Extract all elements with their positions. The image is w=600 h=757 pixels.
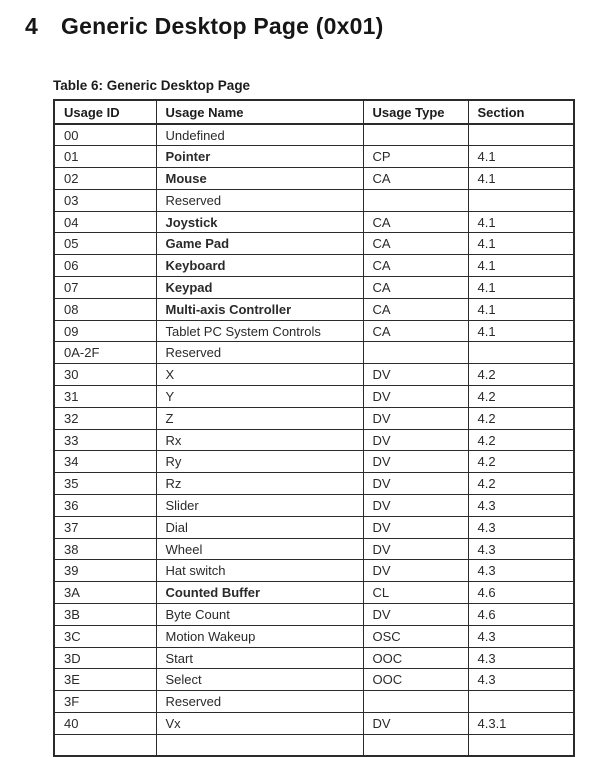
table-row — [54, 298, 574, 320]
cell-usage-type: CA — [363, 211, 468, 233]
cell-usage-name: Reserved — [156, 342, 363, 364]
table-row — [54, 560, 574, 582]
column-header-usage-type: Usage Type — [363, 100, 468, 124]
table-row — [54, 255, 574, 277]
table-row — [54, 582, 574, 604]
cell-empty — [468, 734, 574, 756]
table-row — [54, 604, 574, 626]
table-row — [54, 669, 574, 691]
cell-usage-name: Tablet PC System Controls — [156, 320, 363, 342]
cell-section: 4.1 — [468, 277, 574, 299]
cell-usage-id: 3C — [54, 625, 156, 647]
cell-usage-name: Start — [156, 647, 363, 669]
cell-usage-type: CA — [363, 320, 468, 342]
cell-section: 4.3 — [468, 647, 574, 669]
cell-usage-id: 36 — [54, 495, 156, 517]
cell-usage-name: Slider — [156, 495, 363, 517]
cell-usage-type: DV — [363, 429, 468, 451]
cell-section: 4.1 — [468, 298, 574, 320]
cell-section: 4.1 — [468, 255, 574, 277]
cell-section: 4.3.1 — [468, 713, 574, 735]
cell-section: 4.2 — [468, 364, 574, 386]
cell-usage-name: Counted Buffer — [156, 582, 363, 604]
cell-usage-name: Wheel — [156, 538, 363, 560]
cell-usage-name: Joystick — [156, 211, 363, 233]
cell-usage-id: 08 — [54, 298, 156, 320]
cell-usage-id: 01 — [54, 146, 156, 168]
table-row — [54, 473, 574, 495]
cell-usage-type — [363, 189, 468, 211]
table-row — [54, 168, 574, 190]
cell-usage-name: Z — [156, 407, 363, 429]
cell-usage-type: CA — [363, 233, 468, 255]
cell-section: 4.1 — [468, 233, 574, 255]
cell-usage-name: Y — [156, 386, 363, 408]
cell-usage-id: 3B — [54, 604, 156, 626]
cell-usage-type — [363, 342, 468, 364]
section-heading — [25, 13, 600, 40]
cell-usage-id: 33 — [54, 429, 156, 451]
usage-table — [53, 99, 575, 757]
cell-empty — [363, 734, 468, 756]
cell-usage-id: 03 — [54, 189, 156, 211]
cell-usage-id: 3A — [54, 582, 156, 604]
cell-section: 4.3 — [468, 538, 574, 560]
cell-usage-name: Keypad — [156, 277, 363, 299]
cell-usage-id: 35 — [54, 473, 156, 495]
cell-usage-type: DV — [363, 560, 468, 582]
cell-section: 4.1 — [468, 168, 574, 190]
cell-usage-type: CA — [363, 277, 468, 299]
cell-usage-id: 32 — [54, 407, 156, 429]
section-number: 4 — [25, 13, 38, 39]
cell-usage-type: CP — [363, 146, 468, 168]
cell-section: 4.3 — [468, 516, 574, 538]
cell-usage-id: 05 — [54, 233, 156, 255]
cell-section: 4.1 — [468, 146, 574, 168]
table-row — [54, 516, 574, 538]
cell-usage-type: CA — [363, 168, 468, 190]
cell-section: 4.3 — [468, 560, 574, 582]
cell-usage-name: Select — [156, 669, 363, 691]
cell-usage-type: DV — [363, 473, 468, 495]
cell-usage-id: 34 — [54, 451, 156, 473]
cell-section: 4.1 — [468, 320, 574, 342]
cell-usage-name: Rz — [156, 473, 363, 495]
cell-usage-id: 39 — [54, 560, 156, 582]
cell-usage-type: DV — [363, 451, 468, 473]
cell-usage-id: 06 — [54, 255, 156, 277]
table-row — [54, 451, 574, 473]
table-row — [54, 189, 574, 211]
table-row — [54, 124, 574, 146]
cell-section: 4.3 — [468, 625, 574, 647]
section-title: Generic Desktop Page (0x01) — [61, 13, 384, 39]
cell-section: 4.3 — [468, 669, 574, 691]
table-caption: Table 6: Generic Desktop Page — [53, 78, 251, 93]
cell-usage-id: 3D — [54, 647, 156, 669]
header-row — [54, 100, 574, 124]
table-row — [54, 364, 574, 386]
cell-usage-name: Reserved — [156, 189, 363, 211]
cell-section — [468, 691, 574, 713]
document-page — [0, 13, 600, 757]
cell-usage-name: Hat switch — [156, 560, 363, 582]
cell-section — [468, 124, 574, 146]
cell-usage-name: Rx — [156, 429, 363, 451]
cell-section: 4.2 — [468, 429, 574, 451]
cell-usage-type: DV — [363, 516, 468, 538]
cell-usage-type: CA — [363, 255, 468, 277]
table-row — [54, 146, 574, 168]
cell-usage-name: Mouse — [156, 168, 363, 190]
cell-section: 4.3 — [468, 495, 574, 517]
cell-usage-id: 37 — [54, 516, 156, 538]
cell-empty — [156, 734, 363, 756]
table-row — [54, 233, 574, 255]
column-header-usage-name: Usage Name — [156, 100, 363, 124]
cell-section — [468, 189, 574, 211]
cell-usage-id: 0A-2F — [54, 342, 156, 364]
cell-usage-name: Multi-axis Controller — [156, 298, 363, 320]
cell-usage-type: DV — [363, 386, 468, 408]
cell-usage-name: Reserved — [156, 691, 363, 713]
cell-section: 4.2 — [468, 451, 574, 473]
cell-usage-type: DV — [363, 364, 468, 386]
cell-usage-name: Ry — [156, 451, 363, 473]
cell-usage-type: DV — [363, 407, 468, 429]
cell-usage-type: OOC — [363, 669, 468, 691]
table-row-partial — [54, 734, 574, 756]
table-row — [54, 407, 574, 429]
cell-usage-id: 07 — [54, 277, 156, 299]
cell-section: 4.6 — [468, 604, 574, 626]
cell-usage-type: DV — [363, 538, 468, 560]
table-row — [54, 211, 574, 233]
cell-section — [468, 342, 574, 364]
cell-section: 4.6 — [468, 582, 574, 604]
table-row — [54, 691, 574, 713]
cell-usage-id: 31 — [54, 386, 156, 408]
cell-usage-type: DV — [363, 604, 468, 626]
cell-usage-type — [363, 691, 468, 713]
cell-usage-name: Dial — [156, 516, 363, 538]
cell-usage-type: DV — [363, 713, 468, 735]
cell-usage-name: Keyboard — [156, 255, 363, 277]
cell-usage-id: 40 — [54, 713, 156, 735]
column-header-section: Section — [468, 100, 574, 124]
cell-usage-id: 30 — [54, 364, 156, 386]
cell-usage-id: 3E — [54, 669, 156, 691]
cell-usage-name: Byte Count — [156, 604, 363, 626]
table-row — [54, 320, 574, 342]
cell-usage-name: Motion Wakeup — [156, 625, 363, 647]
cell-usage-name: Pointer — [156, 146, 363, 168]
cell-usage-id: 00 — [54, 124, 156, 146]
table-row — [54, 495, 574, 517]
column-header-usage-id: Usage ID — [54, 100, 156, 124]
cell-usage-id: 38 — [54, 538, 156, 560]
cell-usage-type: OOC — [363, 647, 468, 669]
cell-usage-name: Game Pad — [156, 233, 363, 255]
table-row — [54, 647, 574, 669]
cell-section: 4.2 — [468, 407, 574, 429]
table-row — [54, 625, 574, 647]
cell-usage-type: OSC — [363, 625, 468, 647]
cell-usage-id: 09 — [54, 320, 156, 342]
cell-usage-type — [363, 124, 468, 146]
cell-usage-name: Vx — [156, 713, 363, 735]
table-row — [54, 342, 574, 364]
cell-usage-id: 02 — [54, 168, 156, 190]
cell-empty — [54, 734, 156, 756]
table-row — [54, 277, 574, 299]
cell-usage-id: 3F — [54, 691, 156, 713]
cell-usage-name: X — [156, 364, 363, 386]
table-row — [54, 386, 574, 408]
cell-section: 4.2 — [468, 386, 574, 408]
cell-section: 4.2 — [468, 473, 574, 495]
table-row — [54, 429, 574, 451]
table-header — [54, 100, 574, 124]
table-row — [54, 713, 574, 735]
cell-usage-type: DV — [363, 495, 468, 517]
cell-usage-type: CL — [363, 582, 468, 604]
table-row — [54, 538, 574, 560]
table-body — [54, 124, 574, 756]
cell-section: 4.1 — [468, 211, 574, 233]
cell-usage-type: CA — [363, 298, 468, 320]
cell-usage-id: 04 — [54, 211, 156, 233]
cell-usage-name: Undefined — [156, 124, 363, 146]
